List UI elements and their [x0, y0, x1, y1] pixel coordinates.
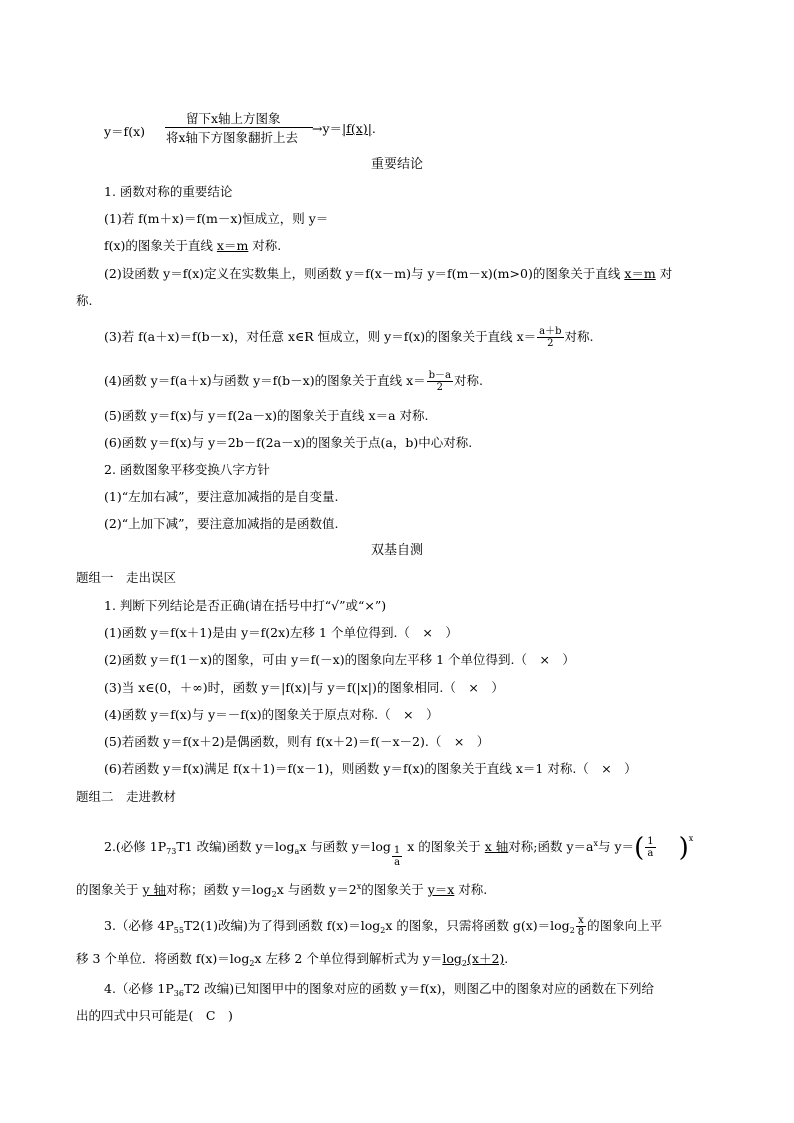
q2-sub: 73	[166, 847, 177, 856]
q2-text: 的图象关于	[361, 882, 428, 897]
transform-right	[312, 121, 376, 137]
c1-3	[104, 326, 594, 349]
q2-sub: 2	[271, 890, 277, 899]
q2-sup: x	[593, 839, 599, 848]
q2-paren-den: a	[647, 848, 654, 859]
q4-text: 4.（必修 1P	[104, 981, 174, 996]
q2-text: 2.(必修 1P	[104, 839, 167, 854]
c1-6: (6)函数 y＝f(x)与 y＝2b－f(2a－x)的图象关于点(a，b)中心对称.	[104, 435, 473, 450]
q4-sub: 36	[173, 989, 184, 998]
q1-item: (3)当 x∈(0，＋∞)时，函数 y＝|f(x)|与 y＝f(|x|)的图象相同.（ × ）	[104, 680, 504, 695]
q2-paren-num: 1	[647, 836, 654, 847]
q3-text: 移 3 个单位．将函数 f(x)＝log	[76, 951, 250, 966]
q3-frac-den: 8	[577, 927, 585, 938]
heading-conclusions: 重要结论	[370, 157, 423, 172]
q2-paren: )	[678, 832, 689, 863]
q2-text: x 与函数 y＝log	[299, 839, 391, 854]
q2-line1	[104, 830, 693, 868]
q2-sub: a	[294, 847, 300, 856]
q2-frac-num: 1	[393, 845, 401, 856]
q2-log-base-fraction	[392, 845, 402, 868]
c1-1b-post: 对称.	[248, 238, 282, 253]
q3-text: x 左移 2 个单位得到解析式为 y＝	[254, 951, 443, 966]
heading-selftest: 双基自测	[370, 543, 423, 558]
q2-text: 的图象关于	[76, 882, 143, 897]
q4-line1	[104, 980, 654, 1003]
c1-4	[104, 370, 483, 393]
c1-1b	[104, 237, 281, 255]
q3-sub: 2	[569, 926, 575, 935]
q2-text: 对称.	[454, 882, 488, 897]
c2-2: (2)“上加下减”，要注意加减指的是函数值.	[104, 516, 339, 531]
q3-fraction	[576, 915, 586, 938]
q3-sub: 2	[380, 926, 386, 935]
c1-3-num: a＋b	[539, 326, 562, 337]
q3-line1	[104, 915, 662, 940]
q1-item: (1)函数 y＝f(x＋1)是由 y＝f(2x)左移 1 个单位得到.（ × ）	[104, 625, 458, 640]
q1-item: (4)函数 y＝f(x)与 y＝－f(x)的图象关于原点对称.（ × ）	[104, 707, 439, 722]
q3-text: .	[504, 951, 509, 966]
c1-1b-answer: x＝m	[216, 238, 249, 253]
q2-answer-2: y 轴	[142, 882, 167, 897]
q4-text: T2 改编)已知图甲中的图象对应的函数 y＝f(x)，则图乙中的图象对应的函数在下列给	[183, 981, 655, 996]
q2-answer-1: x 轴	[484, 839, 509, 854]
q2-text: T1 改编)函数 y＝log	[176, 839, 295, 854]
c1-title: 1. 函数对称的重要结论	[104, 184, 233, 199]
q3-line2	[76, 950, 508, 973]
c1-5: (5)函数 y＝f(x)与 y＝f(2a－x)的图象关于直线 x＝a 对称.	[104, 408, 429, 423]
c2-title: 2. 函数图象平移变换八字方针	[104, 462, 270, 477]
c1-3-den: 2	[547, 338, 554, 349]
transform-bottom-label: 将x轴下方图象翻折上去	[166, 130, 299, 145]
transform-result: |f(x)|	[342, 121, 372, 136]
q2-text: 对称；函数 y＝log	[166, 882, 272, 897]
q2-sup: x	[688, 834, 694, 843]
c1-4-fraction	[427, 370, 453, 393]
q2-frac-den: a	[394, 857, 401, 868]
q2-text: x 与函数 y＝2	[276, 882, 357, 897]
q3-frac-num: x	[576, 915, 586, 927]
q3-sub: 55	[173, 926, 184, 935]
q3-text: 3.（必修 4P	[104, 918, 174, 933]
q3-answer	[442, 951, 504, 966]
q1-item: (5)若函数 y＝f(x＋2)是偶函数，则有 f(x＋2)＝f(－x－2).（ × ）	[104, 734, 490, 749]
q1-title: 1. 判断下列结论是否正确(请在括号中打“√”或“×”)	[104, 598, 387, 613]
transform-arrow: →y＝	[312, 121, 343, 136]
q4-line2: 出的四式中只可能是( C )	[76, 1008, 233, 1023]
c1-3-post: 对称.	[564, 329, 594, 344]
transform-tail: .	[371, 121, 376, 136]
q3-ans-text: log	[442, 951, 462, 966]
transform-left: y＝f(x)	[104, 124, 145, 139]
q2-paren-fraction	[645, 836, 655, 859]
group1-title: 题组一 走出误区	[76, 570, 177, 585]
q1-item: (2)函数 y＝f(1－x)的图象，可由 y＝f(－x)的图象向左平移 1 个单位得到.（ × ）	[104, 652, 575, 667]
c1-4-den: 2	[436, 382, 443, 393]
transform-top-label: 留下x轴上方图象	[186, 111, 281, 126]
q3-text: T2(1)改编)为了得到函数 f(x)＝log	[183, 918, 381, 933]
c1-4-post: 对称.	[454, 373, 483, 388]
q2-line2	[76, 878, 487, 904]
c1-3-fraction	[537, 326, 563, 349]
c1-2a-answer: x＝m	[624, 266, 656, 281]
c1-3-pre: (3)若 f(a＋x)＝f(b－x)，对任意 x∈R 恒成立，则 y＝f(x)的图象关于直线 x＝	[104, 329, 537, 344]
c1-1b-pre: f(x)的图象关于直线	[104, 238, 217, 253]
transform-arrow-line	[165, 127, 313, 128]
c1-2a	[104, 265, 672, 283]
q2-answer-3: y＝x	[427, 882, 455, 897]
q3-text: x 的图象，只需将函数 g(x)＝log	[385, 918, 570, 933]
c1-2b: 称.	[76, 293, 93, 308]
c1-4-num: b－a	[428, 370, 451, 381]
c1-4-pre: (4)函数 y＝f(a＋x)与函数 y＝f(b－x)的图象关于直线 x＝	[104, 373, 426, 388]
q2-text: 对称;函数 y＝a	[508, 839, 594, 854]
q2-text: 与 y＝	[598, 839, 635, 854]
q3-ans-text: (x＋2)	[467, 951, 505, 966]
q2-text: x 的图象关于	[403, 839, 485, 854]
group2-title: 题组二 走进教材	[76, 789, 177, 804]
q2-sup: x	[356, 882, 362, 891]
q1-item: (6)若函数 y＝f(x)满足 f(x＋1)＝f(x－1)，则函数 y＝f(x)的图象关于直线 x＝1 对称.（ × ）	[104, 761, 637, 776]
q3-ans-sub: 2	[461, 959, 468, 968]
c1-2a-pre: (2)设函数 y＝f(x)定义在实数集上，则函数 y＝f(x－m)与 y＝f(m－x)(m>0)的图象关于直线	[104, 266, 625, 281]
q3-sub: 2	[249, 959, 255, 968]
q2-paren: (	[634, 832, 645, 863]
c2-1: (1)“左加右减”，要注意加减指的是自变量.	[104, 489, 339, 504]
c1-2a-post: 对	[655, 266, 673, 281]
q3-text: 的图象向上平	[587, 918, 663, 933]
c1-1a: (1)若 f(m＋x)＝f(m－x)恒成立，则 y＝	[104, 211, 329, 226]
